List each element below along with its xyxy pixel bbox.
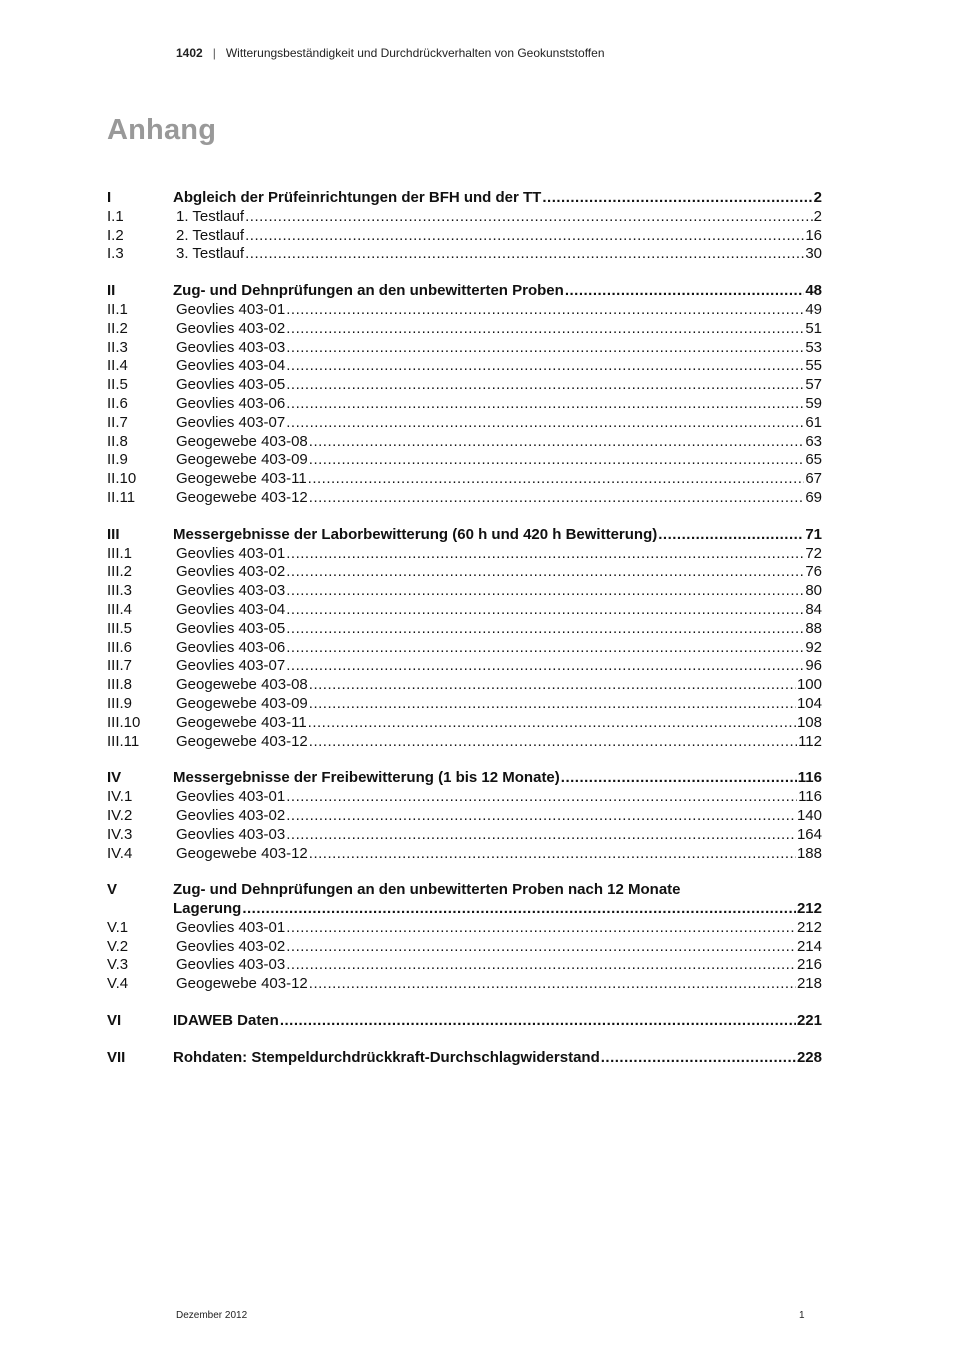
toc-section <box>107 1049 822 1068</box>
toc-subentry-page: 108 <box>796 713 822 731</box>
toc-subentry-title: Geovlies 403-07 <box>176 413 286 431</box>
toc-subentry-number: III.7 <box>107 657 133 675</box>
toc-dot-leader <box>601 1049 796 1068</box>
toc-subentry-page: 100 <box>796 676 822 694</box>
toc-subentry-number: IV.4 <box>107 844 133 862</box>
toc-subentry-page: 164 <box>796 825 822 843</box>
toc-entry-sub[interactable] <box>107 339 822 358</box>
toc-entry-sub[interactable] <box>107 620 822 639</box>
toc-dot-leader <box>286 339 804 358</box>
toc-dot-leader <box>286 582 804 601</box>
toc-subentry-title: Geovlies 403-06 <box>176 394 286 412</box>
toc-entry-main[interactable] <box>107 282 822 301</box>
toc-subentry-number: II.3 <box>107 338 128 356</box>
toc-subentry-page: 57 <box>805 376 822 394</box>
toc-dot-leader <box>245 227 804 246</box>
toc-subentry-page: 49 <box>805 300 822 318</box>
toc-subentry-number: III.9 <box>107 694 133 712</box>
toc-entry-sub[interactable] <box>107 714 822 733</box>
toc-entry-sub[interactable] <box>107 208 822 227</box>
toc-subentry-page: 212 <box>796 918 822 936</box>
toc-dot-leader <box>242 900 796 919</box>
toc-subentry-number: II.5 <box>107 376 128 394</box>
toc-entry-page: 71 <box>805 525 822 543</box>
toc-subentry-number: II.2 <box>107 319 128 337</box>
toc-subentry-title: Geogewebe 403-08 <box>176 432 308 450</box>
toc-entry-number: I <box>107 189 112 206</box>
toc-subentry-page: 16 <box>805 226 822 244</box>
toc-subentry-page: 214 <box>796 937 822 955</box>
toc-subentry-number: III.3 <box>107 582 133 600</box>
toc-subentry-page: 55 <box>805 357 822 375</box>
toc-subentry-page: 63 <box>805 432 822 450</box>
toc-entry-sub[interactable] <box>107 320 822 339</box>
toc-entry-sub[interactable] <box>107 938 822 957</box>
toc-entry-sub[interactable] <box>107 639 822 658</box>
toc-entry-page: 221 <box>796 1012 822 1030</box>
toc-subentry-title: 1. Testlauf <box>176 207 245 225</box>
toc-subentry-number: II.9 <box>107 451 128 469</box>
toc-subentry-title: Geovlies 403-06 <box>176 638 286 656</box>
toc-entry-title: Messergebnisse der Laborbewitterung (60 h und 420 h Bewitterung) <box>173 525 658 543</box>
toc-subentry-number: II.4 <box>107 357 128 375</box>
toc-subentry-number: II.1 <box>107 300 128 318</box>
toc-entry-number: III <box>107 525 120 543</box>
toc-subentry-number: I.2 <box>107 226 124 244</box>
toc-subentry-title: Geovlies 403-05 <box>176 376 286 394</box>
toc-subentry-page: 96 <box>805 657 822 675</box>
toc-subentry-page: 112 <box>798 732 822 750</box>
toc-subentry-page: 104 <box>796 694 822 712</box>
toc-entry-main[interactable] <box>107 769 822 788</box>
toc-dot-leader <box>286 601 804 620</box>
toc-subentry-page: 218 <box>796 975 822 993</box>
toc-subentry-number: V.1 <box>107 918 129 936</box>
toc-subentry-page: 88 <box>805 619 822 637</box>
toc-subentry-title: Geovlies 403-01 <box>176 544 286 562</box>
toc-dot-leader <box>286 938 796 957</box>
toc-subentry-number: V.3 <box>107 956 129 974</box>
toc-entry-main-continued[interactable] <box>107 900 822 919</box>
toc-dot-leader <box>245 208 813 227</box>
toc-dot-leader <box>309 975 796 994</box>
toc-subentry-title: Geovlies 403-03 <box>176 825 286 843</box>
toc-entry-number: VII <box>107 1048 126 1066</box>
toc-entry-title: Rohdaten: Stempeldurchdrückkraft-Durchschlagwiderstand <box>173 1048 600 1066</box>
toc-subentry-number: III.6 <box>107 638 133 656</box>
toc-entry-sub[interactable] <box>107 470 822 489</box>
toc-dot-leader <box>309 733 797 752</box>
toc-subentry-title: Geovlies 403-03 <box>176 582 286 600</box>
toc-subentry-title: Geogewebe 403-09 <box>176 451 308 469</box>
toc-entry-number: VI <box>107 1012 122 1030</box>
toc-subentry-title: Geogewebe 403-12 <box>176 975 308 993</box>
toc-subentry-page: 30 <box>805 245 822 263</box>
toc-dot-leader <box>286 301 804 320</box>
toc-entry-number: II <box>107 282 116 300</box>
toc-entry-main[interactable] <box>107 189 822 208</box>
toc-dot-leader <box>286 826 796 845</box>
toc-entry-sub[interactable] <box>107 582 822 601</box>
toc-entry-page: 116 <box>797 769 822 787</box>
toc-entry-title-continued: Lagerung <box>173 900 242 918</box>
toc-section <box>107 881 822 994</box>
toc-dot-leader <box>565 282 805 301</box>
toc-dot-leader <box>286 956 796 975</box>
toc-entry-sub[interactable] <box>107 975 822 994</box>
toc-entry-sub[interactable] <box>107 563 822 582</box>
toc-subentry-page: 80 <box>805 582 822 600</box>
toc-subentry-page: 188 <box>796 844 822 862</box>
toc-subentry-page: 2 <box>813 207 822 225</box>
toc-entry-sub[interactable] <box>107 414 822 433</box>
toc-dot-leader <box>286 807 796 826</box>
toc-dot-leader <box>308 714 796 733</box>
toc-entry-page: 228 <box>796 1048 822 1066</box>
toc-dot-leader <box>286 919 796 938</box>
toc-subentry-title: Geovlies 403-03 <box>176 956 286 974</box>
toc-subentry-page: 76 <box>805 563 822 581</box>
toc-subentry-page: 92 <box>805 638 822 656</box>
toc-subentry-number: III.2 <box>107 563 133 581</box>
toc-dot-leader <box>309 451 805 470</box>
toc-subentry-title: Geogewebe 403-12 <box>176 488 308 506</box>
toc-entry-page: 2 <box>813 189 822 206</box>
toc-subentry-number: I.1 <box>107 207 124 225</box>
toc-subentry-number: III.8 <box>107 676 133 694</box>
toc-dot-leader <box>542 189 812 208</box>
toc-entry-title: Abgleich der Prüfeinrichtungen der BFH und der TT <box>173 189 542 206</box>
toc-subentry-title: Geovlies 403-04 <box>176 600 286 618</box>
toc-subentry-number: III.11 <box>107 732 140 750</box>
toc-subentry-number: II.10 <box>107 470 137 488</box>
toc-subentry-title: Geovlies 403-01 <box>176 300 286 318</box>
toc-entry-sub[interactable] <box>107 545 822 564</box>
toc-subentry-title: Geovlies 403-07 <box>176 657 286 675</box>
toc-entry-main[interactable] <box>107 1012 822 1031</box>
toc-section <box>107 526 822 752</box>
footer-page-number: 1 <box>799 1310 805 1321</box>
toc-dot-leader <box>308 470 805 489</box>
toc-subentry-title: Geovlies 403-02 <box>176 563 286 581</box>
toc-subentry-title: 3. Testlauf <box>176 245 245 263</box>
toc-entry-main[interactable] <box>107 526 822 545</box>
toc-dot-leader <box>309 676 796 695</box>
toc-entry-sub[interactable] <box>107 826 822 845</box>
toc-entry-sub[interactable] <box>107 807 822 826</box>
toc-entry-sub[interactable] <box>107 919 822 938</box>
toc-entry-sub[interactable] <box>107 395 822 414</box>
toc-subentry-page: 53 <box>805 338 822 356</box>
toc-section <box>107 1012 822 1031</box>
toc-entry-sub[interactable] <box>107 227 822 246</box>
toc-dot-leader <box>286 320 804 339</box>
toc-subentry-page: 116 <box>798 788 822 806</box>
toc-dot-leader <box>286 657 804 676</box>
toc-subentry-title: Geogewebe 403-11 <box>176 713 307 731</box>
toc-subentry-title: Geogewebe 403-08 <box>176 676 308 694</box>
toc-entry-number: V <box>107 881 118 899</box>
toc-section <box>107 189 822 264</box>
toc-subentry-number: III.5 <box>107 619 133 637</box>
report-number: 1402 <box>176 46 203 60</box>
toc-entry-sub[interactable] <box>107 657 822 676</box>
toc-entry-sub[interactable] <box>107 676 822 695</box>
toc-dot-leader <box>286 639 804 658</box>
toc-subentry-number: III.10 <box>107 713 141 731</box>
toc-subentry-title: Geovlies 403-01 <box>176 788 286 806</box>
toc-entry-sub[interactable] <box>107 357 822 376</box>
toc-subentry-page: 67 <box>805 470 822 488</box>
toc-section <box>107 769 822 863</box>
toc-entry-main[interactable] <box>107 1049 822 1068</box>
toc-subentry-page: 84 <box>805 600 822 618</box>
toc-dot-leader <box>309 695 796 714</box>
toc-entry-title: Messergebnisse der Freibewitterung (1 bis 12 Monate) <box>173 769 560 787</box>
toc-subentry-page: 59 <box>805 394 822 412</box>
toc-entry-title: Zug- und Dehnprüfungen an den unbewitterten Proben nach 12 Monate <box>173 881 681 899</box>
toc-subentry-title: Geovlies 403-01 <box>176 918 286 936</box>
toc-subentry-title: Geovlies 403-02 <box>176 319 286 337</box>
toc-subentry-page: 51 <box>805 319 822 337</box>
toc-entry-sub[interactable] <box>107 245 822 264</box>
toc-entry-sub[interactable] <box>107 301 822 320</box>
toc-subentry-title: Geovlies 403-02 <box>176 806 286 824</box>
toc-dot-leader <box>286 395 804 414</box>
toc-entry-title: IDAWEB Daten <box>173 1012 279 1030</box>
toc-entry-number: IV <box>107 769 122 787</box>
toc-subentry-title: Geovlies 403-05 <box>176 619 286 637</box>
toc-subentry-number: V.2 <box>107 937 129 955</box>
page-title: Anhang <box>107 114 217 146</box>
toc-subentry-title: Geovlies 403-04 <box>176 357 286 375</box>
toc-subentry-number: II.11 <box>107 488 136 506</box>
toc-dot-leader <box>286 376 804 395</box>
toc-dot-leader <box>280 1012 796 1031</box>
toc-entry-sub[interactable] <box>107 695 822 714</box>
toc-entry-title: Zug- und Dehnprüfungen an den unbewitterten Proben <box>173 282 564 300</box>
toc-dot-leader <box>286 563 804 582</box>
toc-entry-sub[interactable] <box>107 601 822 620</box>
toc-subentry-number: V.4 <box>107 975 129 993</box>
toc-subentry-number: IV.1 <box>107 788 133 806</box>
toc-subentry-number: IV.2 <box>107 806 133 824</box>
toc-entry-sub[interactable] <box>107 451 822 470</box>
toc-dot-leader <box>561 769 797 788</box>
toc-dot-leader <box>286 620 804 639</box>
toc-subentry-title: Geogewebe 403-12 <box>176 732 308 750</box>
footer-date: Dezember 2012 <box>176 1310 248 1321</box>
toc-entry-sub[interactable] <box>107 845 822 864</box>
toc-dot-leader <box>245 245 804 264</box>
toc-dot-leader <box>309 845 796 864</box>
toc-entry-main[interactable] <box>107 881 822 900</box>
toc-subentry-title: Geovlies 403-03 <box>176 338 286 356</box>
toc-dot-leader <box>658 526 804 545</box>
toc-entry-sub[interactable] <box>107 733 822 752</box>
toc-subentry-title: 2. Testlauf <box>176 226 245 244</box>
toc-subentry-number: II.8 <box>107 432 128 450</box>
toc-entry-sub[interactable] <box>107 489 822 508</box>
toc-subentry-page: 65 <box>805 451 822 469</box>
toc-entry-sub[interactable] <box>107 433 822 452</box>
toc-subentry-page: 140 <box>796 806 822 824</box>
toc-section <box>107 282 822 508</box>
toc-subentry-page: 216 <box>796 956 822 974</box>
toc-entry-page: 212 <box>796 900 822 918</box>
toc-subentry-page: 61 <box>805 413 822 431</box>
toc-subentry-number: III.4 <box>107 600 133 618</box>
toc-entry-sub[interactable] <box>107 956 822 975</box>
toc-subentry-title: Geogewebe 403-11 <box>176 470 307 488</box>
toc-entry-sub[interactable] <box>107 376 822 395</box>
toc-subentry-number: II.7 <box>107 413 128 431</box>
table-of-contents <box>107 189 822 1086</box>
toc-subentry-number: IV.3 <box>107 825 133 843</box>
toc-subentry-page: 69 <box>805 488 822 506</box>
toc-subentry-title: Geogewebe 403-12 <box>176 844 308 862</box>
toc-dot-leader <box>286 357 804 376</box>
report-title: Witterungsbeständigkeit und Durchdrückverhalten von Geokunststoffen <box>225 46 605 60</box>
toc-dot-leader <box>309 489 805 508</box>
header-separator: | <box>212 46 216 60</box>
toc-subentry-page: 72 <box>805 544 822 562</box>
toc-dot-leader <box>286 414 804 433</box>
toc-dot-leader <box>286 788 797 807</box>
running-header <box>176 46 605 60</box>
toc-subentry-number: I.3 <box>107 245 124 263</box>
toc-entry-sub[interactable] <box>107 788 822 807</box>
toc-entry-page: 48 <box>805 282 822 300</box>
toc-subentry-number: III.1 <box>107 544 133 562</box>
toc-dot-leader <box>309 433 805 452</box>
toc-subentry-number: II.6 <box>107 394 128 412</box>
toc-subentry-title: Geogewebe 403-09 <box>176 694 308 712</box>
toc-dot-leader <box>286 545 804 564</box>
toc-subentry-title: Geovlies 403-02 <box>176 937 286 955</box>
